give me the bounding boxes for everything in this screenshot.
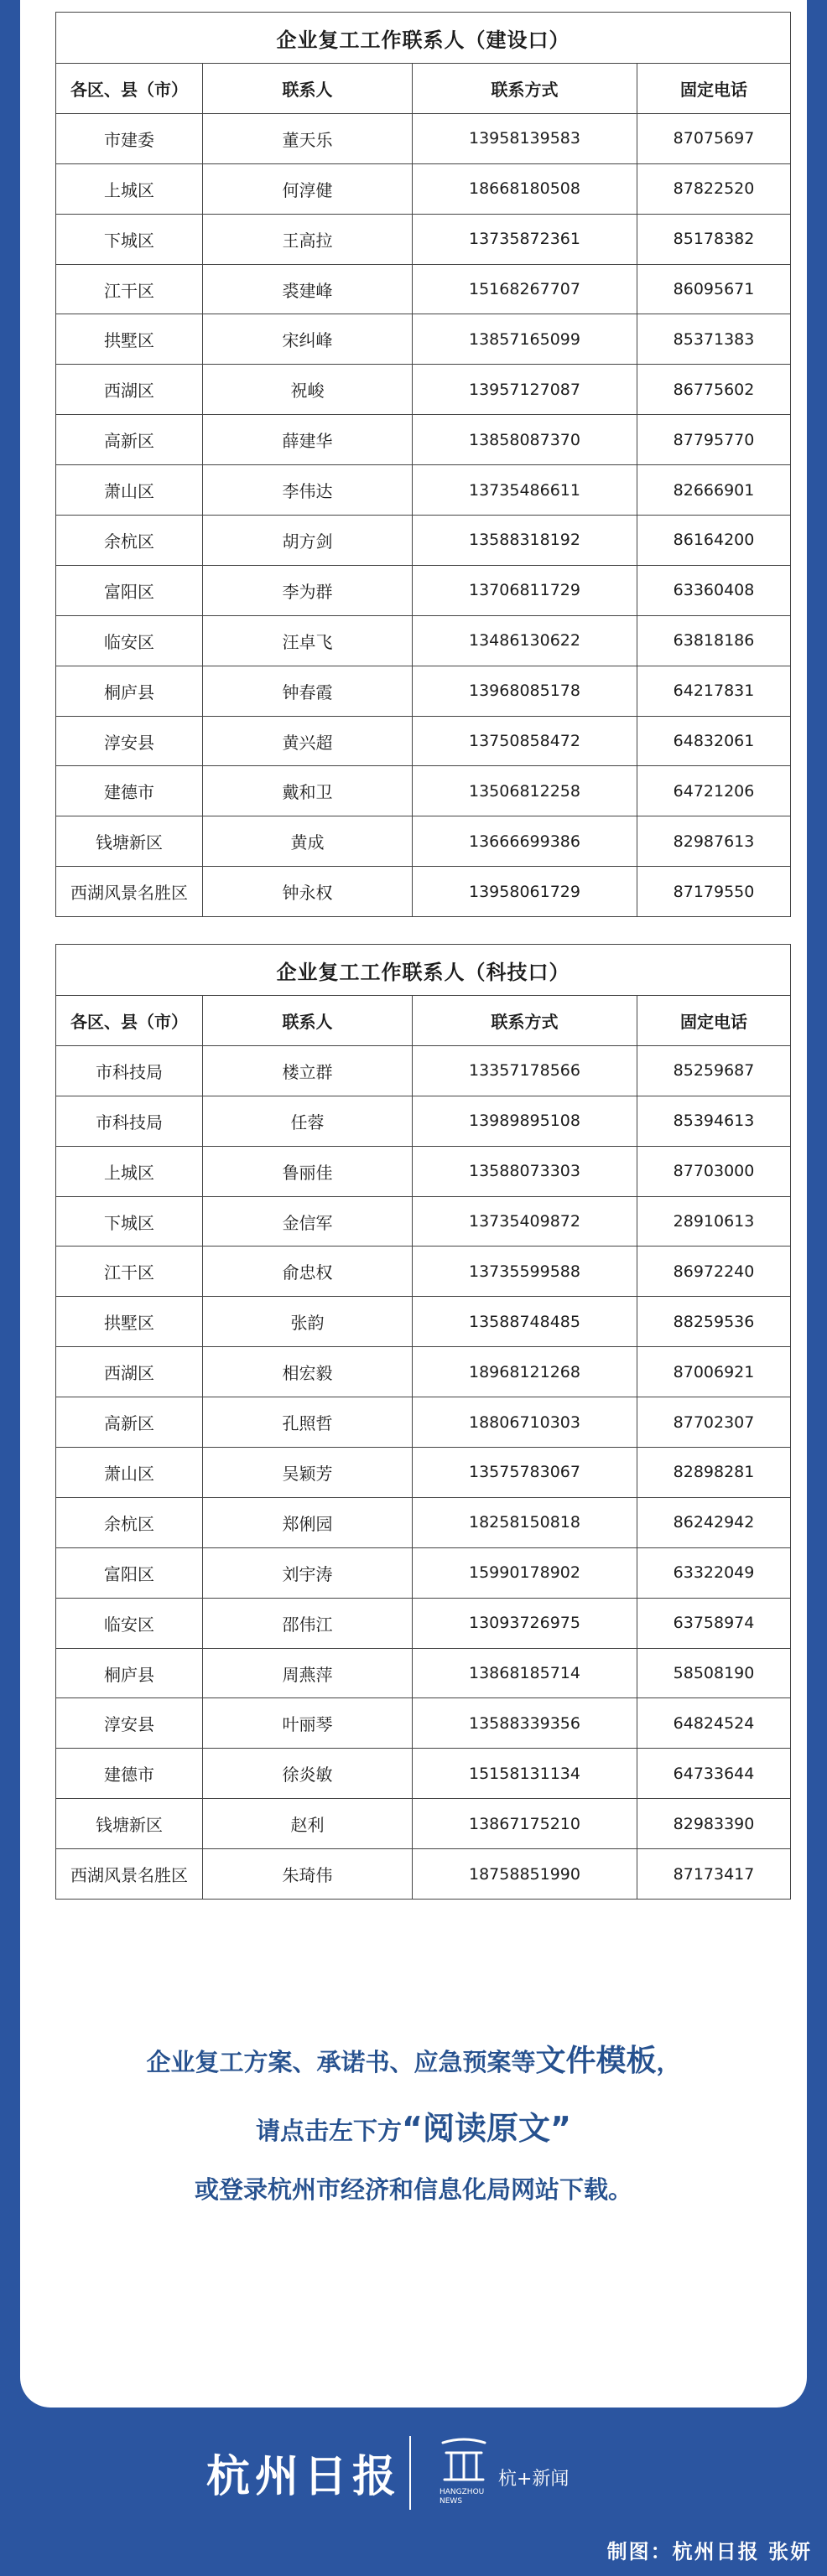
column-header: 联系人 — [203, 996, 413, 1046]
news-label: 杭+新闻 — [498, 2469, 570, 2490]
district-cell: 江干区 — [56, 1247, 203, 1297]
mobile-cell: 13706811729 — [413, 565, 637, 615]
contact-name-cell: 相宏毅 — [203, 1347, 413, 1397]
district-cell: 西湖区 — [56, 1347, 203, 1397]
landline-cell: 86242942 — [637, 1497, 791, 1547]
contact-name-cell: 钟春霞 — [203, 666, 413, 716]
contact-name-cell: 胡方剑 — [203, 516, 413, 566]
landline-cell: 86972240 — [637, 1247, 791, 1297]
district-cell: 西湖区 — [56, 365, 203, 415]
table-row — [56, 816, 791, 867]
mobile-cell: 13858087370 — [413, 415, 637, 465]
table-row — [56, 314, 791, 365]
district-cell: 市建委 — [56, 113, 203, 163]
table-title-row — [56, 945, 791, 996]
table-row — [56, 1698, 791, 1749]
construction-contacts-table — [55, 12, 791, 917]
landline-cell: 64721206 — [637, 766, 791, 816]
table-row — [56, 1849, 791, 1900]
landline-cell: 63818186 — [637, 615, 791, 666]
mobile-cell: 18968121268 — [413, 1347, 637, 1397]
hangzhou-news-logo — [434, 2434, 493, 2515]
contact-name-cell: 黄成 — [203, 816, 413, 867]
sub-logo-line-1: HANGZHOU — [440, 2488, 485, 2496]
contact-name-cell: 祝峻 — [203, 365, 413, 415]
hangzhou-daily-logo: 杭州日报 — [206, 2451, 402, 2502]
mobile-cell: 13588339356 — [413, 1698, 637, 1749]
mobile-cell: 13989895108 — [413, 1096, 637, 1146]
logo-divider — [409, 2436, 411, 2510]
notice-line-2-prefix: 请点击左下方 — [256, 2117, 403, 2145]
landline-cell: 87173417 — [637, 1849, 791, 1900]
district-cell: 钱塘新区 — [56, 1799, 203, 1849]
contact-name-cell: 任蓉 — [203, 1096, 413, 1146]
landline-cell: 86095671 — [637, 264, 791, 314]
contact-name-cell: 俞忠权 — [203, 1247, 413, 1297]
mobile-cell: 13486130622 — [413, 615, 637, 666]
table-row — [56, 1749, 791, 1799]
contact-name-cell: 孔照哲 — [203, 1397, 413, 1448]
landline-cell: 82666901 — [637, 465, 791, 516]
landline-cell: 82898281 — [637, 1448, 791, 1498]
district-cell: 临安区 — [56, 1598, 203, 1648]
contact-name-cell: 叶丽琴 — [203, 1698, 413, 1749]
contact-name-cell: 李伟达 — [203, 465, 413, 516]
table-row — [56, 113, 791, 163]
landline-cell: 88259536 — [637, 1297, 791, 1347]
district-cell: 高新区 — [56, 415, 203, 465]
sub-logo-line-2: NEWS — [440, 2497, 463, 2506]
district-cell: 余杭区 — [56, 1497, 203, 1547]
district-cell: 拱墅区 — [56, 1297, 203, 1347]
district-cell: 上城区 — [56, 163, 203, 214]
contact-name-cell: 张韵 — [203, 1297, 413, 1347]
district-cell: 江干区 — [56, 264, 203, 314]
mobile-cell: 13957127087 — [413, 365, 637, 415]
column-header: 固定电话 — [637, 996, 791, 1046]
district-cell: 富阳区 — [56, 565, 203, 615]
table-title: 企业复工工作联系人（建设口） — [56, 13, 791, 64]
table-row — [56, 1648, 791, 1698]
district-cell: 萧山区 — [56, 465, 203, 516]
landline-cell: 82987613 — [637, 816, 791, 867]
district-cell: 建德市 — [56, 766, 203, 816]
contact-name-cell: 楼立群 — [203, 1045, 413, 1096]
landline-cell: 64733644 — [637, 1749, 791, 1799]
table-row — [56, 415, 791, 465]
landline-cell: 85394613 — [637, 1096, 791, 1146]
landline-cell: 63322049 — [637, 1547, 791, 1598]
table-row — [56, 615, 791, 666]
column-header: 联系方式 — [413, 996, 637, 1046]
mobile-cell: 13575783067 — [413, 1448, 637, 1498]
landline-cell: 58508190 — [637, 1648, 791, 1698]
table-row — [56, 1547, 791, 1598]
landline-cell: 63360408 — [637, 565, 791, 615]
table-row — [56, 1448, 791, 1498]
contact-name-cell: 黄兴超 — [203, 716, 413, 766]
district-cell: 钱塘新区 — [56, 816, 203, 867]
contact-name-cell: 朱琦伟 — [203, 1849, 413, 1900]
notice-line-1 — [0, 2037, 827, 2080]
mobile-cell: 13868185714 — [413, 1648, 637, 1698]
contact-name-cell: 薛建华 — [203, 415, 413, 465]
table-row — [56, 1297, 791, 1347]
contact-name-cell: 宋纠峰 — [203, 314, 413, 365]
mobile-cell: 13958139583 — [413, 113, 637, 163]
district-cell: 市科技局 — [56, 1096, 203, 1146]
table-row — [56, 1397, 791, 1448]
landline-cell: 87702307 — [637, 1397, 791, 1448]
mobile-cell: 13735486611 — [413, 465, 637, 516]
notice-line-2 — [0, 2102, 827, 2148]
contact-name-cell: 裘建峰 — [203, 264, 413, 314]
technology-contacts-table — [55, 944, 791, 1900]
mobile-cell: 13357178566 — [413, 1045, 637, 1096]
contact-name-cell: 李为群 — [203, 565, 413, 615]
landline-cell: 63758974 — [637, 1598, 791, 1648]
contact-name-cell: 赵利 — [203, 1799, 413, 1849]
table-header-row — [56, 996, 791, 1046]
mobile-cell: 15168267707 — [413, 264, 637, 314]
contact-name-cell: 邵伟江 — [203, 1598, 413, 1648]
contact-name-cell: 董天乐 — [203, 113, 413, 163]
read-original-link[interactable]: “阅读原文” — [402, 2110, 571, 2147]
landline-cell: 87179550 — [637, 867, 791, 917]
district-cell: 余杭区 — [56, 516, 203, 566]
mobile-cell: 13093726975 — [413, 1598, 637, 1648]
table-row — [56, 565, 791, 615]
column-header: 固定电话 — [637, 64, 791, 114]
landline-cell: 86164200 — [637, 516, 791, 566]
district-cell: 富阳区 — [56, 1547, 203, 1598]
landline-cell: 64824524 — [637, 1698, 791, 1749]
table-row — [56, 1196, 791, 1247]
table-row — [56, 1799, 791, 1849]
district-cell: 高新区 — [56, 1397, 203, 1448]
table-title-row — [56, 13, 791, 64]
district-cell: 拱墅区 — [56, 314, 203, 365]
table-row — [56, 163, 791, 214]
contact-name-cell: 戴和卫 — [203, 766, 413, 816]
district-cell: 淳安县 — [56, 716, 203, 766]
table-row — [56, 666, 791, 716]
district-cell: 下城区 — [56, 214, 203, 264]
contact-name-cell: 汪卓飞 — [203, 615, 413, 666]
landline-cell: 28910613 — [637, 1196, 791, 1247]
column-header: 联系人 — [203, 64, 413, 114]
table-row — [56, 1146, 791, 1196]
mobile-cell: 13735872361 — [413, 214, 637, 264]
landline-cell: 87006921 — [637, 1347, 791, 1397]
mobile-cell: 13857165099 — [413, 314, 637, 365]
table-row — [56, 465, 791, 516]
district-cell: 市科技局 — [56, 1045, 203, 1096]
landline-cell: 86775602 — [637, 365, 791, 415]
district-cell: 西湖风景名胜区 — [56, 867, 203, 917]
hangzhou-news-icon — [434, 2434, 493, 2485]
district-cell: 建德市 — [56, 1749, 203, 1799]
mobile-cell: 18758851990 — [413, 1849, 637, 1900]
notice-line-1-prefix: 企业复工方案、承诺书、应急预案等 — [146, 2048, 536, 2076]
mobile-cell: 13867175210 — [413, 1799, 637, 1849]
contact-name-cell: 何淳健 — [203, 163, 413, 214]
brand-footer — [0, 2429, 827, 2530]
mobile-cell: 13735599588 — [413, 1247, 637, 1297]
landline-cell: 85178382 — [637, 214, 791, 264]
table-row — [56, 516, 791, 566]
contact-name-cell: 吴颖芳 — [203, 1448, 413, 1498]
landline-cell: 87075697 — [637, 113, 791, 163]
table-row — [56, 867, 791, 917]
table-row — [56, 365, 791, 415]
contact-name-cell: 钟永权 — [203, 867, 413, 917]
table-row — [56, 766, 791, 816]
landline-cell: 82983390 — [637, 1799, 791, 1849]
contact-name-cell: 刘宇涛 — [203, 1547, 413, 1598]
district-cell: 西湖风景名胜区 — [56, 1849, 203, 1900]
table-row — [56, 1598, 791, 1648]
contact-name-cell: 周燕萍 — [203, 1648, 413, 1698]
column-header: 联系方式 — [413, 64, 637, 114]
table-row — [56, 1096, 791, 1146]
landline-cell: 87795770 — [637, 415, 791, 465]
landline-cell: 85371383 — [637, 314, 791, 365]
mobile-cell: 13958061729 — [413, 867, 637, 917]
contact-name-cell: 王高拉 — [203, 214, 413, 264]
mobile-cell: 18258150818 — [413, 1497, 637, 1547]
mobile-cell: 13506812258 — [413, 766, 637, 816]
column-header: 各区、县（市） — [56, 996, 203, 1046]
mobile-cell: 15158131134 — [413, 1749, 637, 1799]
chart-credit: 制图：杭州日报 张妍 — [606, 2540, 812, 2563]
table-row — [56, 1497, 791, 1547]
mobile-cell: 13666699386 — [413, 816, 637, 867]
landline-cell: 85259687 — [637, 1045, 791, 1096]
district-cell: 萧山区 — [56, 1448, 203, 1498]
table-title: 企业复工工作联系人（科技口） — [56, 945, 791, 996]
landline-cell: 64217831 — [637, 666, 791, 716]
table-header-row — [56, 64, 791, 114]
contact-name-cell: 金信军 — [203, 1196, 413, 1247]
mobile-cell: 15990178902 — [413, 1547, 637, 1598]
district-cell: 上城区 — [56, 1146, 203, 1196]
district-cell: 桐庐县 — [56, 666, 203, 716]
mobile-cell: 18668180508 — [413, 163, 637, 214]
table-row — [56, 264, 791, 314]
mobile-cell: 18806710303 — [413, 1397, 637, 1448]
district-cell: 下城区 — [56, 1196, 203, 1247]
district-cell: 桐庐县 — [56, 1648, 203, 1698]
table-row — [56, 214, 791, 264]
table-row — [56, 1045, 791, 1096]
contact-name-cell: 鲁丽佳 — [203, 1146, 413, 1196]
mobile-cell: 13588318192 — [413, 516, 637, 566]
mobile-cell: 13588073303 — [413, 1146, 637, 1196]
mobile-cell: 13588748485 — [413, 1297, 637, 1347]
landline-cell: 87822520 — [637, 163, 791, 214]
notice-line-1-emphasis: 文件模板 — [535, 2044, 657, 2078]
mobile-cell: 13968085178 — [413, 666, 637, 716]
notice-line-3: 或登录杭州市经济和信息化局网站下载。 — [194, 2175, 632, 2204]
landline-cell: 64832061 — [637, 716, 791, 766]
mobile-cell: 13750858472 — [413, 716, 637, 766]
contact-name-cell: 徐炎敏 — [203, 1749, 413, 1799]
district-cell: 临安区 — [56, 615, 203, 666]
column-header: 各区、县（市） — [56, 64, 203, 114]
contact-name-cell: 郑俐园 — [203, 1497, 413, 1547]
table-row — [56, 1247, 791, 1297]
landline-cell: 87703000 — [637, 1146, 791, 1196]
mobile-cell: 13735409872 — [413, 1196, 637, 1247]
district-cell: 淳安县 — [56, 1698, 203, 1749]
table-row — [56, 716, 791, 766]
notice-line-1-suffix: ， — [656, 2048, 681, 2076]
table-row — [56, 1347, 791, 1397]
